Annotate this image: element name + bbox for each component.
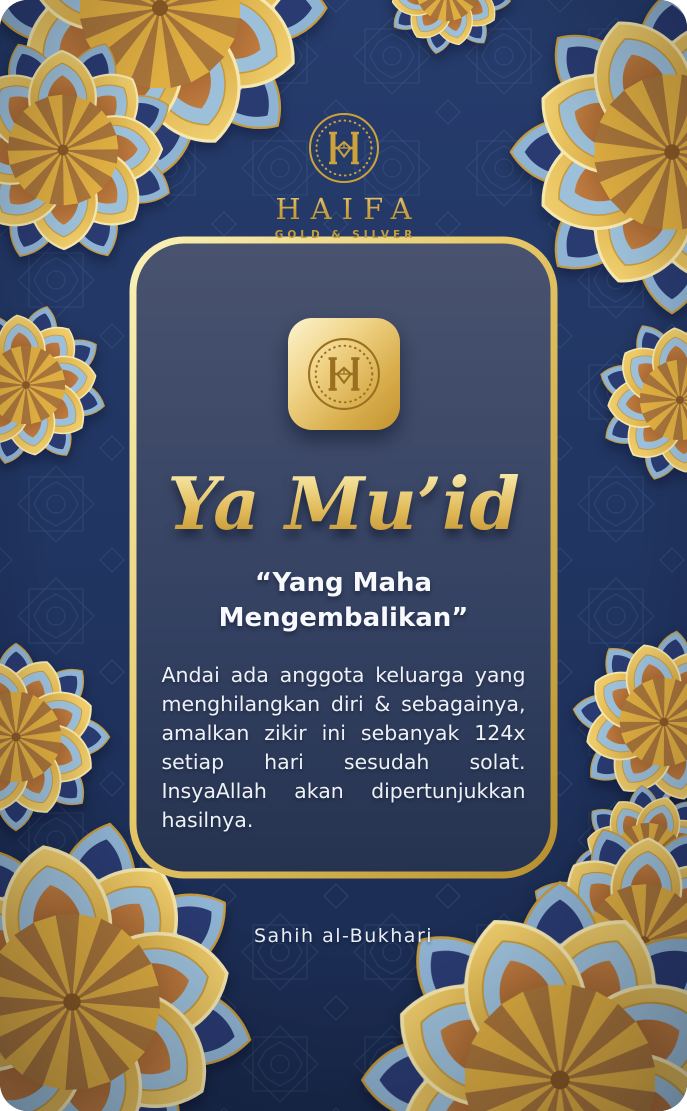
haifa-monogram-icon [308,112,380,184]
dhikr-description: Andai ada anggota keluarga yang menghilangkan diri & sebagainya, amalkan zikir ini sebanyak 124x setiap hari sesudah solat. InsyaAllah akan dipertunjukkan hasilnya. [161,663,526,833]
gold-badge [288,318,400,430]
dhikr-meaning: “Yang Maha Mengembalikan” [218,568,469,633]
source-attribution: Sahih al-Bukhari [253,925,434,947]
gold-badge-monogram-icon [307,337,381,411]
dhikr-title: Ya Mu’id [133,468,554,540]
brand-logo [0,112,687,241]
brand-tagline: GOLD & SILVER [274,229,417,241]
brand-name: HAIFA [0,192,687,226]
frame-content [133,240,554,875]
